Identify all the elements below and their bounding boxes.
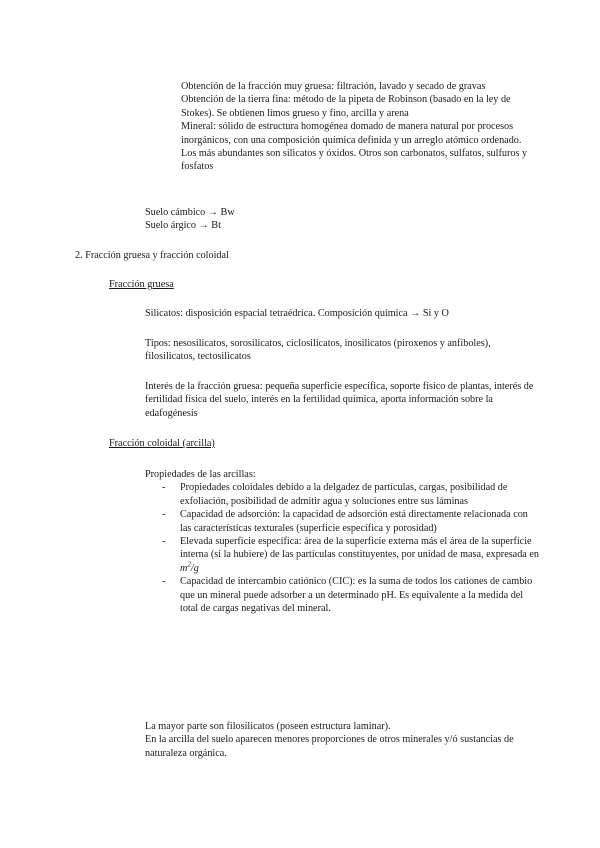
section-2-heading: 2. Fracción gruesa y fracción coloidal [75,250,229,261]
fraccion-gruesa-heading: Fracción gruesa [109,279,174,290]
suelos-block [145,206,445,233]
list-item: - Capacidad de intercambio catiónico (CIC): es la suma de todos los cationes de cambio que un mineral puede adsorber a un determinado pH. Es equivalente a la medida del total de cargas negativas del mineral. [162,575,540,615]
list-item: - Capacidad de adsorción: la capacidad de adsorción está directamente relacionada con las características texturales (superficie específica y porosidad) [162,508,540,535]
fraccion-coloidal-heading: Fracción coloidal (arcilla) [109,438,215,449]
closing-line-2: En la arcilla del suelo aparecen menores proporciones de otros minerales y/ó sustancias de naturaleza orgánica. [145,734,514,759]
obtencion-gruesa-text: Obtención de la fracción muy gruesa: filtración, lavado y secado de gravas [181,81,486,92]
propiedades-list [162,481,540,615]
suelo-argico-text: Suelo árgico → Bt [145,220,221,232]
propiedades-title: Propiedades de las arcillas: [145,469,256,480]
propiedades-block [145,468,540,615]
closing-line-1: La mayor parte son filosilicatos (poseen estructura laminar). [145,721,391,732]
obtencion-fina-text: Obtención de la tierra fina: método de la pipeta de Robinson (basado en la ley de Stokes). Se obtienen limos grueso y fino, arcilla y arena [181,94,511,119]
interes-text: Interés de la fracción gruesa: pequeña superficie específica, soporte físico de plantas, interés de fertilidad física del suelo, interés en la fertilidad química, aporta información sobre la edafogénesis [145,381,534,419]
mineral-definition-text: Mineral: sólido de estructura homogénea domado de manera natural por procesos inorgánicos, con una composición química definida y un arreglo atómico ordenado. Los más abundantes son silicatos y óxidos. Otros son carbonatos, sulfatos, sulfuros y fosfatos [181,121,528,173]
unit-m2-per-g: $m^2/g$ [180,560,199,574]
tipos-text: Tipos: nesosilicatos, sorosilicatos, ciclosilicatos, inosilicatos (piroxenos y anfíboles), filosilicatos, tectosilicatos [145,338,491,363]
closing-block [145,720,535,760]
intro-block [181,80,533,174]
silicatos-text: Silicatos: disposición espacial tetraédrica. Composición química → Si y O [145,308,449,319]
list-item: - Elevada superficie específica: área de la superficie externa más el área de la superficie interna (si la hubiere) de las partículas constituyentes, por unidad de masa, expresada en $m^2/g$ [162,535,540,575]
suelo-cambico-text: Suelo cámbico → Bw [145,207,235,218]
list-item: - Propiedades coloidales debido a la delgadez de partículas, cargas, posibilidad de exfoliación, posibilidad de admitir agua y soluciones entre sus láminas [162,481,540,508]
